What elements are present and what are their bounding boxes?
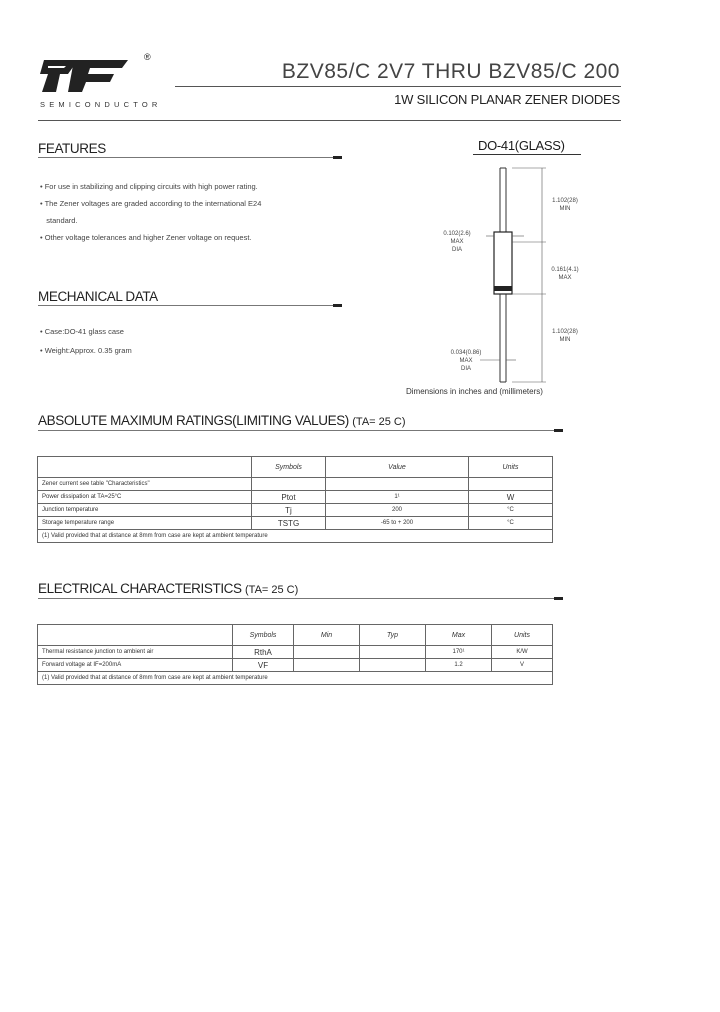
table-cell: Thermal resistance junction to ambient air (38, 646, 233, 659)
table-cell (326, 478, 469, 491)
table-cell: 1.2 (426, 659, 492, 672)
list-item: • Other voltage tolerances and higher Zener voltage on request. (40, 233, 252, 242)
mechanical-underline (38, 305, 342, 306)
table-header-row (38, 457, 553, 478)
table-cell: °C (469, 517, 553, 530)
dimension-note: Dimensions in inches and (millimeters) (406, 387, 543, 396)
table-cell: 170¹ (426, 646, 492, 659)
features-tick (333, 156, 342, 159)
column-header (38, 457, 252, 478)
electrical-tick (554, 597, 563, 600)
table-cell: Ptot (252, 491, 326, 504)
table-cell: °C (469, 504, 553, 517)
electrical-condition: (TA= 25 C) (245, 584, 299, 596)
column-header: Max (426, 625, 492, 646)
list-item: • For use in stabilizing and clipping circuits with high power rating. (40, 182, 258, 191)
lead-top-dimension: 1.102(28) MIN (552, 198, 578, 212)
table-row (38, 646, 553, 659)
table-header-row (38, 625, 553, 646)
table-cell (469, 478, 553, 491)
table-footnote-row (38, 672, 553, 685)
table-cell: 200 (326, 504, 469, 517)
electrical-heading (38, 581, 298, 596)
table-cell: K/W (492, 646, 553, 659)
abs-max-condition: (TA= 25 C) (352, 416, 406, 428)
table-cell (294, 646, 360, 659)
column-header: Typ (360, 625, 426, 646)
column-header: Value (326, 457, 469, 478)
table-footnote-row (38, 530, 553, 543)
lead-bottom-dimension: 1.102(28) MIN (552, 329, 578, 343)
abs-max-underline (38, 430, 563, 431)
table-cell: W (469, 491, 553, 504)
mechanical-list (40, 322, 340, 360)
table-cell: -65 to + 200 (326, 517, 469, 530)
abs-max-heading-text: ABSOLUTE MAXIMUM RATINGS(LIMITING VALUES) (38, 413, 349, 428)
table-cell: Zener current see table "Characteristics" (38, 478, 252, 491)
body-length-dimension: 0.161(4.1) MAX (551, 267, 579, 281)
list-item: • Weight:Approx. 0.35 gram (40, 346, 132, 355)
subtitle-divider (38, 120, 621, 121)
table-cell: Storage temperature range (38, 517, 252, 530)
table-cell: Junction temperature (38, 504, 252, 517)
column-header: Min (294, 625, 360, 646)
features-underline (38, 157, 342, 158)
column-header: Symbols (252, 457, 326, 478)
page-subtitle: 1W SILICON PLANAR ZENER DIODES (394, 92, 620, 107)
table-cell: Tj (252, 504, 326, 517)
list-item: standard. (46, 216, 78, 225)
features-heading: FEATURES (38, 141, 106, 156)
table-row (38, 504, 553, 517)
features-list (40, 178, 340, 246)
list-item: • Case:DO-41 glass case (40, 327, 124, 336)
table-cell (294, 659, 360, 672)
table-cell: V (492, 659, 553, 672)
column-header: Symbols (233, 625, 294, 646)
table-cell: TSTG (252, 517, 326, 530)
table-cell: VF (233, 659, 294, 672)
table-footnote: (1) Valid provided that at distance at 8mm from case are kept at ambient temperature (38, 530, 553, 543)
table-cell: Power dissipation at TA=25°C (38, 491, 252, 504)
list-item: • The Zener voltages are graded according to the international E24 (40, 199, 262, 208)
column-header (38, 625, 233, 646)
column-header: Units (469, 457, 553, 478)
electrical-heading-text: ELECTRICAL CHARACTERISTICS (38, 581, 242, 596)
table-row (38, 517, 553, 530)
registered-mark: ® (144, 52, 151, 62)
electrical-underline (38, 598, 563, 599)
mechanical-tick (333, 304, 342, 307)
table-cell (252, 478, 326, 491)
table-cell (360, 646, 426, 659)
abs-max-table (37, 456, 553, 543)
mechanical-heading: MECHANICAL DATA (38, 289, 158, 304)
company-logo (38, 50, 138, 96)
table-row (38, 491, 553, 504)
abs-max-tick (554, 429, 563, 432)
company-tagline: SEMICONDUCTOR (40, 100, 162, 109)
lead-dia-dimension: 0.102(2.6) MAX DIA (443, 231, 471, 253)
wire-dia-dimension: 0.034(0.86) MAX DIA (450, 350, 482, 372)
table-row (38, 659, 553, 672)
abs-max-heading (38, 413, 406, 428)
table-cell: RthA (233, 646, 294, 659)
table-cell: Forward voltage at IF=200mA (38, 659, 233, 672)
title-divider (175, 86, 621, 87)
table-footnote: (1) Valid provided that at distance of 8mm from case are kept at ambient temperature (38, 672, 553, 685)
electrical-table (37, 624, 553, 685)
page-title: BZV85/C 2V7 THRU BZV85/C 200 (281, 60, 620, 83)
package-title: DO-41(GLASS) (478, 138, 565, 153)
table-row (38, 478, 553, 491)
table-cell: 1¹ (326, 491, 469, 504)
table-cell (360, 659, 426, 672)
column-header: Units (492, 625, 553, 646)
